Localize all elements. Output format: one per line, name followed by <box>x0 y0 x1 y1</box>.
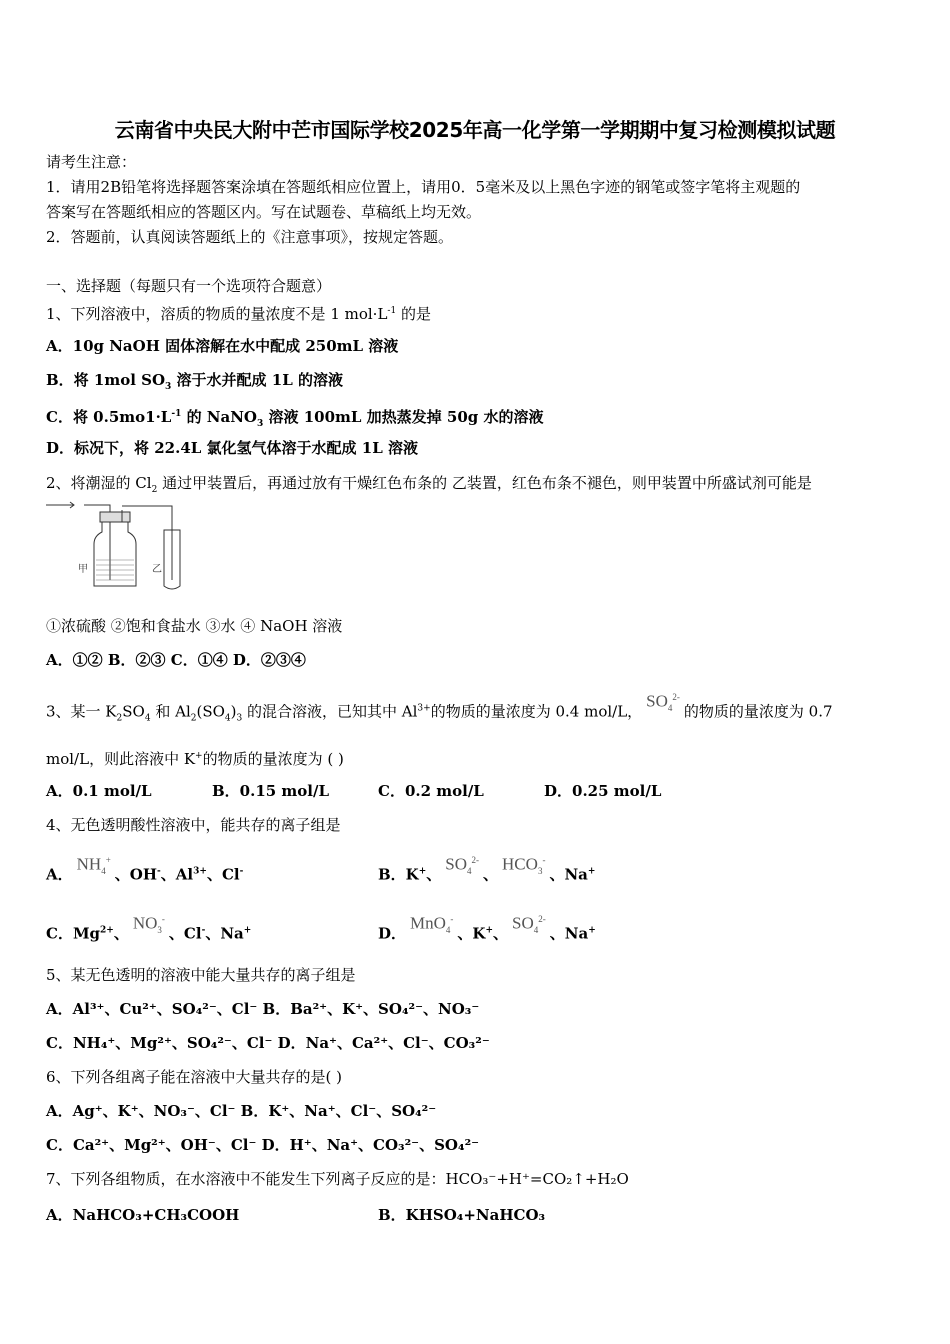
q4-option-b: B．K+、$SO_4^{2-}$、$HCO_3^-$、Na+ <box>378 854 596 884</box>
sulfate-formula: $SO_4^{2-}$ <box>646 691 680 714</box>
q1-option-d: D．标况下，将 22.4L 氯化氢气体溶于水配成 1L 溶液 <box>46 439 418 457</box>
q6-stem: 6、下列各组离子能在溶液中大量共存的是( ) <box>46 1068 343 1086</box>
notice-line-1a: 1．请用2B铅笔将选择题答案涂填在答题纸相应位置上，请用0．5毫米及以上黑色字迹的钢笔或签字笔将主观题的 <box>46 178 801 196</box>
q5-options-ab: A．Al³⁺、Cu²⁺、SO₄²⁻、Cl⁻ B．Ba²⁺、K⁺、SO₄²⁻、NO₃⁻ <box>46 1000 480 1018</box>
page-title: 云南省中央民大附中芒市国际学校2025年高一化学第一学期期中复习检测模拟试题 <box>114 118 836 142</box>
q3-option-a: A．0.1 mol/L <box>46 782 152 800</box>
q1-stem: 1、下列溶液中，溶质的物质的量浓度不是 1 $mol\cdot L^{-1}$ 的是 <box>46 305 431 323</box>
q1-option-a: A．10g NaOH 固体溶解在水中配成 250mL 溶液 <box>46 337 399 355</box>
q7-stem: 7、下列各组物质，在水溶液中不能发生下列离子反应的是：HCO₃⁻+H⁺=CO₂↑+H₂O <box>46 1170 629 1188</box>
q6-options-ab: A．Ag⁺、K⁺、NO₃⁻、Cl⁻ B．K⁺、Na⁺、Cl⁻、SO₄²⁻ <box>46 1102 437 1120</box>
q2-options: A．①② B．②③ C．①④ D．②③④ <box>46 651 306 669</box>
notice-heading: 请考生注意： <box>46 153 137 171</box>
q3-stem-line-2: mol/L，则此溶液中 K+的物质的量浓度为 ( ) <box>46 750 344 768</box>
q5-options-cd: C．NH₄⁺、Mg²⁺、SO₄²⁻、Cl⁻ D．Na⁺、Ca²⁺、Cl⁻、CO₃²⁻ <box>46 1034 490 1052</box>
q3-option-c: C．0.2 mol/L <box>378 782 484 800</box>
q4-stem: 4、无色透明酸性溶液中，能共存的离子组是 <box>46 816 341 834</box>
q4-option-a: A．$NH_4^+$、OH-、$Al^{3+}$、Cl- <box>46 854 244 884</box>
q3-option-b: B．0.15 mol/L <box>212 782 330 800</box>
q4-option-c: C．$Mg^{2+}$、$NO_3^-$、Cl-、Na+ <box>46 913 252 943</box>
q1-option-b: B．将 1mol $SO_3$ 溶于水并配成 1L 的溶液 <box>46 371 343 392</box>
label-jia: 甲 <box>78 564 88 575</box>
q7-option-b: B．KHSO₄+NaHCO₃ <box>378 1206 546 1224</box>
notice-line-1b: 答案写在答题纸相应的答题区内。写在试题卷、草稿纸上均无效。 <box>46 203 482 221</box>
q6-options-cd: C．Ca²⁺、Mg²⁺、OH⁻、Cl⁻ D．H⁺、Na⁺、CO₃²⁻、SO₄²⁻ <box>46 1136 480 1154</box>
q3-option-d: D．0.25 mol/L <box>544 782 662 800</box>
q4-option-d: D．MnO$_4$-、K+、$SO_4^{2-}$、Na+ <box>378 913 596 943</box>
section-heading: 一、选择题（每题只有一个选项符合题意） <box>46 277 332 295</box>
q1-option-c: C．将 $0.5mo1\cdot L^{-1}$ 的 NaNO$_3$ 溶液 100mL 加热蒸发掉 50g 水的溶液 <box>46 408 544 429</box>
q2-reagents: ①浓硫酸 ②饱和食盐水 ③水 ④ NaOH 溶液 <box>46 617 343 635</box>
q3-stem: 3、某一 $K_2SO_4$ 和 $Al_2(SO_4)_3$ 的混合溶液，已知其中 $Al^{3+}$的物质的量浓度为 0.4 mol/L，$SO_4^{2-}$的物质的量浓度为 0.7 <box>46 697 833 729</box>
q2-stem: 2、将潮湿的 $Cl_2$ 通过甲装置后，再通过放有干燥红色布条的 乙装置，红色布条不褪色，则甲装置中所盛试剂可能是 <box>46 474 812 495</box>
q7-option-a: A．NaHCO₃+CH₃COOH <box>46 1206 240 1224</box>
q5-stem: 5、某无色透明的溶液中能大量共存的离子组是 <box>46 966 356 984</box>
label-yi: 乙 <box>152 564 162 575</box>
notice-line-2: 2．答题前，认真阅读答题纸上的《注意事项》，按规定答题。 <box>46 228 454 246</box>
gas-washing-apparatus-diagram <box>44 500 194 595</box>
